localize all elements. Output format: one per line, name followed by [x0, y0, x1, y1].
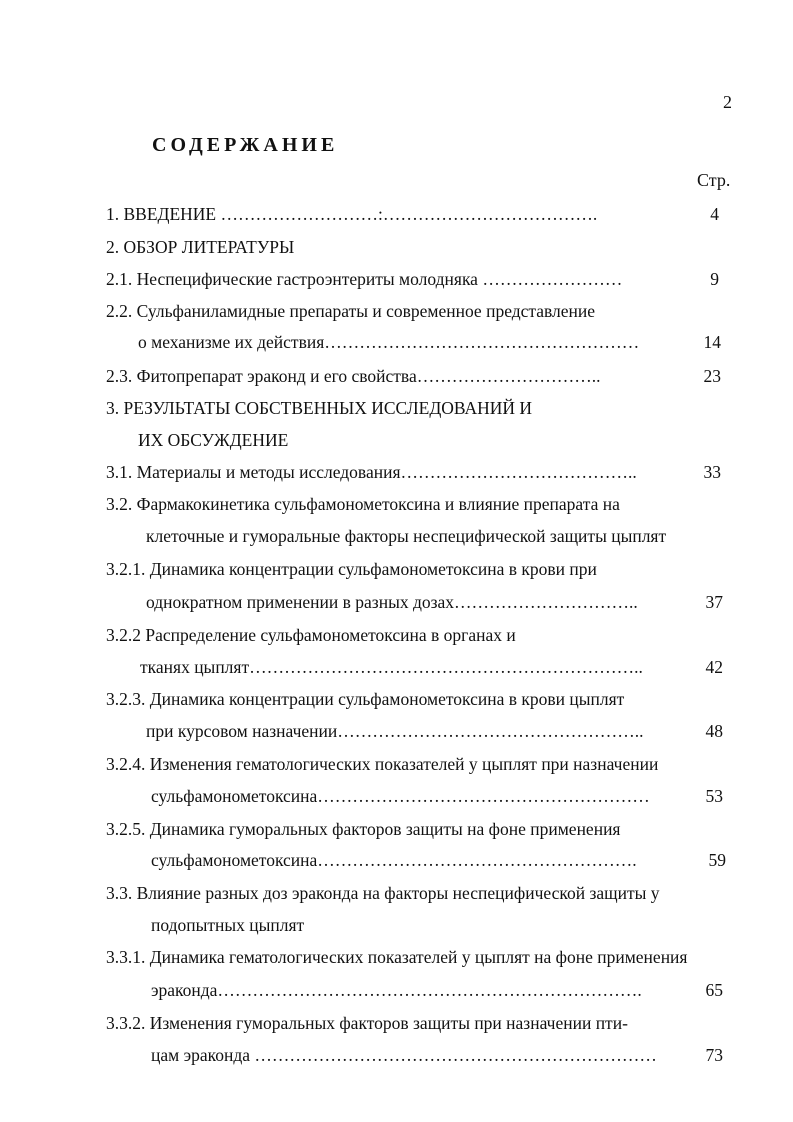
toc-page-3-2-5: 59 — [708, 850, 726, 870]
toc-line-3-3-2-cont: цам эраконда …………………………………………………………… — [151, 1045, 657, 1065]
toc-line-2-2: 2.2. Сульфаниламидные препараты и современное представление — [106, 301, 596, 321]
page-column-header: Стр. — [697, 170, 731, 190]
toc-line-3-2-3: 3.2.3. Динамика концентрации сульфамонометоксина в крови цыплят — [106, 689, 625, 709]
toc-page-3-2-3: 48 — [705, 721, 723, 741]
toc-page-3-2-2: 42 — [705, 657, 723, 677]
toc-line-3-1: 3.1. Материалы и методы исследования………………………………….. — [106, 462, 637, 482]
toc-line-3-3: 3.3. Влияние разных доз эраконда на факторы неспецифической защиты у — [106, 883, 660, 903]
toc-line-3: 3. РЕЗУЛЬТАТЫ СОБСТВЕННЫХ ИССЛЕДОВАНИЙ И — [106, 398, 533, 418]
toc-line-3-3-1-cont: эраконда………………………………………………………………. — [151, 980, 642, 1000]
toc-line-2: 2. ОБЗОР ЛИТЕРАТУРЫ — [106, 237, 295, 257]
toc-page-3-2-1: 37 — [705, 592, 723, 612]
toc-line-3-2-4: 3.2.4. Изменения гематологических показателей у цыплят при назначении — [106, 754, 659, 774]
toc-line-3-2: 3.2. Фармакокинетика сульфамонометоксина и влияние препарата на — [106, 494, 620, 514]
toc-line-3-2-2: 3.2.2 Распределение сульфамонометоксина в органах и — [106, 625, 516, 645]
page-title: СОДЕРЖАНИЕ — [152, 134, 339, 156]
toc-line-3-3-2: 3.3.2. Изменения гуморальных факторов защиты при назначении пти- — [106, 1013, 628, 1033]
toc-page-3-1: 33 — [703, 462, 721, 482]
toc-line-3-cont: ИХ ОБСУЖДЕНИЕ — [138, 430, 289, 450]
toc-page-2-3: 23 — [703, 366, 721, 386]
toc-line-2-2-cont: о механизме их действия……………………………………………… — [138, 332, 640, 352]
toc-line-3-2-1-cont: однократном применении в разных дозах………………………….. — [146, 592, 638, 612]
toc-page-2-2: 14 — [703, 332, 721, 352]
toc-page-3-3-1: 65 — [705, 980, 723, 1000]
toc-line-3-3-cont: подопытных цыплят — [151, 915, 305, 935]
toc-page-3-3-2: 73 — [705, 1045, 723, 1065]
page-number: 2 — [723, 92, 732, 112]
toc-line-3-2-5: 3.2.5. Динамика гуморальных факторов защиты на фоне применения — [106, 819, 621, 839]
toc-line-3-2-1: 3.2.1. Динамика концентрации сульфамонометоксина в крови при — [106, 559, 597, 579]
toc-line-3-3-1: 3.3.1. Динамика гематологических показателей у цыплят на фоне применения — [106, 947, 688, 967]
toc-page-3-2-4: 53 — [705, 786, 723, 806]
toc-line-3-2-4-cont: сульфамонометоксина………………………………………………… — [151, 786, 650, 806]
toc-page-1: 4 — [710, 204, 719, 224]
toc-line-1: 1. ВВЕДЕНИЕ ………………………:………………………………. — [106, 204, 598, 224]
toc-line-2-3: 2.3. Фитопрепарат эраконд и его свойства………………………….. — [106, 366, 601, 386]
toc-line-3-2-2-cont: тканях цыплят………………………………………………………….. — [140, 657, 643, 677]
toc-line-3-2-5-cont: сульфамонометоксина………………………………………………. — [151, 850, 637, 870]
toc-page-2-1: 9 — [710, 269, 719, 289]
toc-line-2-1: 2.1. Неспецифические гастроэнтериты молодняка …………………… — [106, 269, 623, 289]
toc-line-3-2-cont: клеточные и гуморальные факторы неспецифической защиты цыплят — [146, 526, 667, 546]
toc-line-3-2-3-cont: при курсовом назначении…………………………………………….. — [146, 721, 644, 741]
